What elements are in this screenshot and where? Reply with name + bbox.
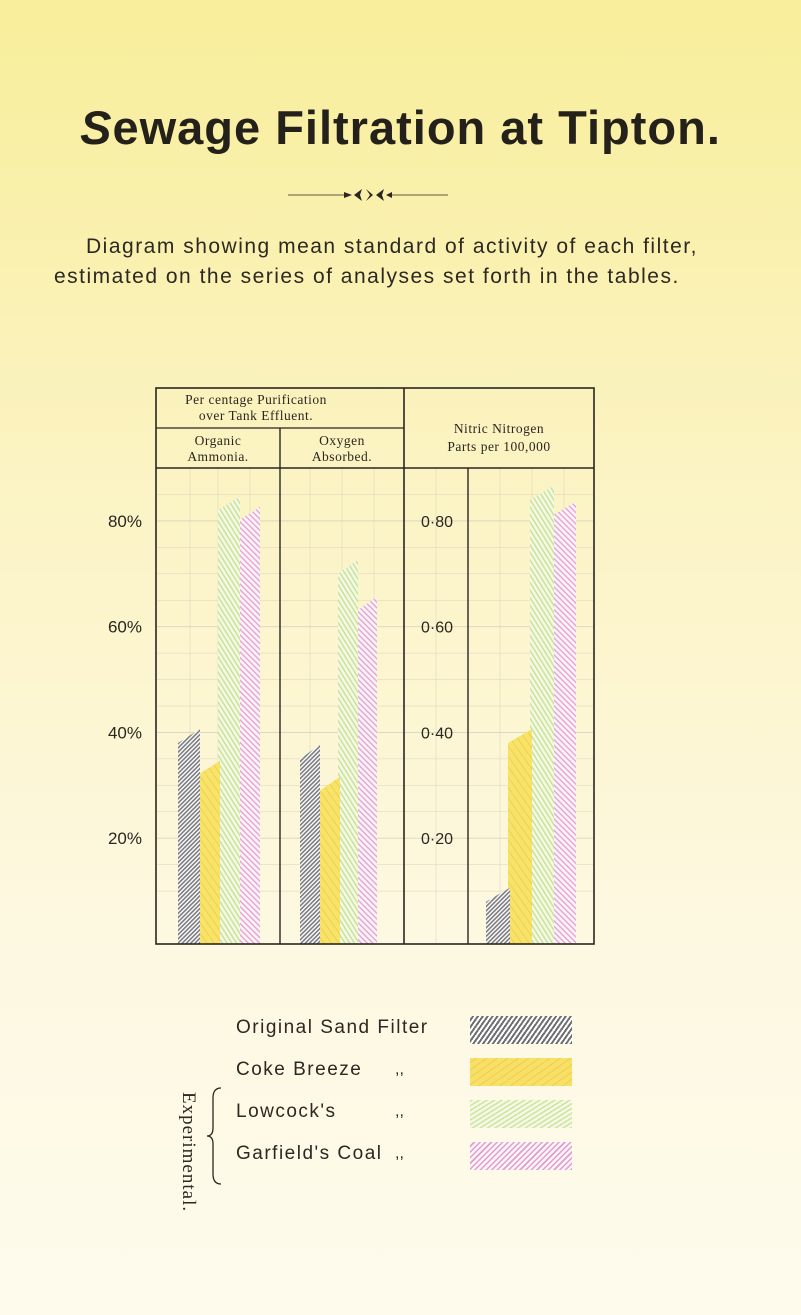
right-tick-label: 0·60 — [420, 619, 454, 637]
legend-swatch-garfield — [470, 1142, 572, 1170]
bar-organic-ammonia-garfield — [238, 521, 260, 944]
bar-nitric-nitrogen-lowcock — [530, 500, 554, 944]
bar-cap-organic-ammonia-original-sand — [178, 729, 200, 743]
legend-ditto-lowcock: ,, — [395, 1103, 404, 1120]
right-tick-label: 0·40 — [420, 725, 454, 743]
header-organic-line2: Ammonia. — [187, 449, 249, 464]
header-oxygen-line1: Oxygen — [319, 433, 365, 448]
bar-oxygen-absorbed-original-sand — [300, 759, 320, 944]
chart-description: Diagram showing mean standard of activity of each filter, estimated on the series of analyses set forth in the tables. — [54, 235, 698, 288]
bar-nitric-nitrogen-coke-breeze — [508, 743, 532, 944]
left-tick-label: 40% — [107, 723, 142, 743]
legend-swatch-original-sand — [470, 1016, 572, 1044]
legend-ditto-coke-breeze: ,, — [395, 1061, 404, 1078]
curly-brace-icon — [205, 1086, 227, 1186]
bar-oxygen-absorbed-coke-breeze — [320, 791, 340, 944]
header-purification-line2: over Tank Effluent. — [198, 408, 314, 423]
bar-nitric-nitrogen-garfield — [552, 516, 576, 944]
left-tick-label: 80% — [107, 511, 142, 531]
bar-cap-organic-ammonia-garfield — [238, 507, 260, 521]
right-tick-label: 0·80 — [420, 513, 454, 531]
legend-label-lowcock: Lowcock's — [236, 1101, 337, 1122]
page-title-rest: ewage Filtration at Tipton. — [112, 101, 721, 154]
bar-cap-organic-ammonia-coke-breeze — [198, 761, 220, 775]
bar-cap-oxygen-absorbed-lowcock — [338, 560, 358, 574]
bar-organic-ammonia-original-sand — [178, 743, 200, 944]
bar-cap-nitric-nitrogen-lowcock — [530, 486, 554, 500]
header-organic-line1: Organic — [194, 433, 242, 448]
legend-label-garfield: Garfield's Coal — [236, 1143, 383, 1164]
left-tick-label: 60% — [107, 617, 142, 637]
header-nitric-line2: Parts per 100,000 — [447, 439, 551, 454]
bar-cap-organic-ammonia-lowcock — [218, 496, 240, 510]
bar-cap-oxygen-absorbed-coke-breeze — [320, 777, 340, 791]
bar-nitric-nitrogen-original-sand — [486, 902, 510, 944]
right-tick-label: 0·20 — [420, 831, 454, 849]
legend-swatch-lowcock — [470, 1100, 572, 1128]
experimental-group-label: Experimental. — [178, 1092, 199, 1213]
legend-label-original-sand: Original Sand Filter — [236, 1017, 429, 1038]
page-title-initial: S — [80, 101, 113, 154]
legend-swatch-coke-breeze — [470, 1058, 572, 1086]
bar-oxygen-absorbed-garfield — [357, 611, 377, 944]
header-purification-line1: Per centage Purification — [185, 392, 327, 407]
bar-organic-ammonia-lowcock — [218, 510, 240, 944]
bar-organic-ammonia-coke-breeze — [198, 775, 220, 944]
bar-cap-nitric-nitrogen-coke-breeze — [508, 729, 532, 743]
bar-cap-nitric-nitrogen-original-sand — [486, 888, 510, 902]
left-tick-label: 20% — [107, 829, 142, 849]
legend-ditto-garfield: ,, — [395, 1145, 404, 1162]
legend-label-coke-breeze: Coke Breeze — [236, 1059, 363, 1080]
header-nitric-line1: Nitric Nitrogen — [453, 421, 545, 436]
header-oxygen-line2: Absorbed. — [311, 449, 373, 464]
bar-oxygen-absorbed-lowcock — [338, 574, 358, 944]
